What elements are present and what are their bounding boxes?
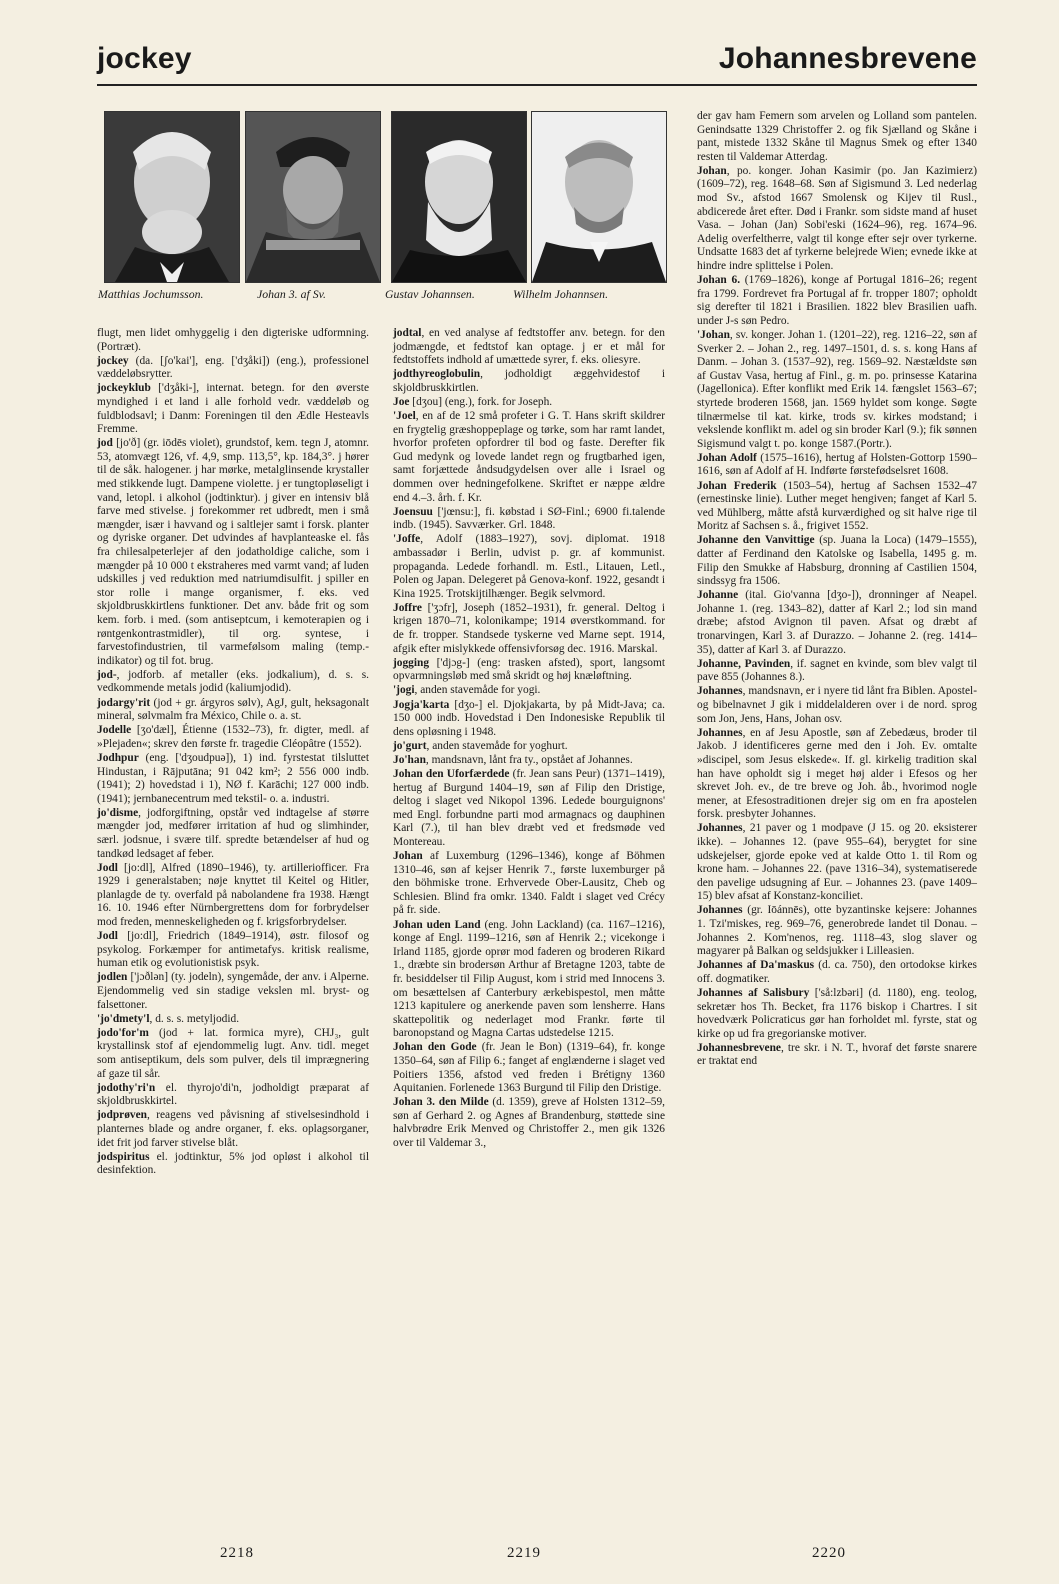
dictionary-entry [393,396,665,410]
entry-headword: jodargy'rit [97,696,151,709]
entry-headword: Johanne, Pavinden [697,657,791,670]
column-3 [697,110,977,1070]
dictionary-entry [97,697,369,724]
caption-matthias-jochumsson: Matthias Jochumsson. [98,287,204,301]
caption-wilhelm-johannsen: Wilhelm Johannsen. [513,287,609,301]
dictionary-entry [393,850,665,918]
dictionary-entry [393,768,665,850]
caption-johan-3: Johan 3. af Sv. [257,287,326,301]
dictionary-entry [697,589,977,657]
dictionary-entry [97,355,369,382]
dictionary-entry [393,684,665,698]
entry-text: , mandsnavn, er i nyere tid lånt fra Biblen. Apostel- og bibelnavnet J gik i middelalderen over i de nord. sprog som Jon, Jens, Hans, Johan osv. [697,685,977,725]
entry-headword: jodothy'ri'n [97,1081,156,1094]
dictionary-entry [97,1151,369,1178]
entry-headword: Johanne [697,589,739,602]
entry-text: , sv. konger. Johan 1. (1201–22), reg. 1216–22, søn af Sverker 2. – Johan 2., reg. 1497–1501, d. s. s. kong Hans af Danm. – Johan 3. (1537–92), reg. 1569–92. Næstældste søn af Gustav Vasa, hertug af Finl., g. m. po. prinsesse Katarina (Jagellonica). Efter konflikt med Erik 14. fængslet 1563–67; styrtede broderen 1568, jan. 1569 hyldet som konge. Søgte tilnærmelse til kat. kirke, trods sv. kirkes modstand; i vekslende konflikt m. adel og sin broder Karl (9.); fik sønnen Sigismund valgt t. po. konge 1587.(Portr.). [697,329,977,450]
entry-text: (da. [ʃo'kai'], eng. ['dʒåki]) (eng.), professionel væddeløbsrytter. [97,354,369,381]
entry-headword: jod [97,437,113,450]
entry-text: (1575–1616), hertug af Holsten-Gottorp 1590–1616, søn af Adolf af H. Indførte førstefødselsret 1608. [697,451,977,478]
entry-headword: Johannes [697,822,743,835]
entry-headword: jodlen [97,971,128,984]
header-rule [97,84,977,86]
entry-text: ['så:lzbəri] (d. 1180), eng. teolog, sekretær hos Th. Becket, fra 1176 biskop i Chartres. I sit hovedværk Policraticus gør han forholdet ml. fyrste, stat og kirke op ud fra gregorianske motiver. [697,987,977,1040]
entry-text: el. thyrojo'di'n, jodholdigt præparat af skjoldbruskkirtel. [97,1081,369,1108]
dictionary-entry [97,1082,369,1109]
dictionary-entry [697,110,977,164]
entry-text: , tre skr. i N. T., hvoraf det første snarere er traktat end [697,1041,977,1068]
entry-headword: jogging [393,656,430,669]
entry-text: (1503–54), hertug af Sachsen 1532–47 (ernestinske linie). Luther meget hengiven; fanget af Karl 5. ved Mühlberg, måtte afstå kurværdighed og sit halve rige til Moritz af Sachsen s. å., frigivet 1552. [697,479,977,533]
entry-text: [dʒou] (eng.), fork. for Joseph. [409,395,553,408]
dictionary-entry [697,165,977,274]
page-number-2: 2219 [507,1545,541,1561]
entry-headword: jo'gurt [393,739,427,752]
dictionary-entry [697,534,977,588]
portrait-wilhelm-johannsen [531,111,667,283]
entry-text: ['ʒɔfr], Joseph (1852–1931), fr. general. Deltog i krigen 1870–71, kolonikampe; 1914 øverstkommand. for de fr. tropper. Standsede tyskerne ved Marne sept. 1914, afgik efter mislykkede offensivforsøg dec. 1916. Marskal. [393,601,665,655]
dictionary-entry [393,1096,665,1150]
entry-text: , d. s. s. metyljodid. [149,1012,240,1025]
dictionary-entry [393,327,665,368]
page-number-1: 2218 [220,1545,254,1561]
dictionary-entry [97,930,369,971]
dictionary-entry [393,368,665,395]
dictionary-entry [97,862,369,930]
dictionary-entry [393,1041,665,1095]
entry-headword: Johan Frederik [697,479,777,492]
entry-headword: Johan 3. den Milde [393,1096,489,1109]
entry-headword: jockey [97,354,129,367]
entry-text: , anden stavemåde for yogi. [414,684,541,697]
entry-headword: Johannes af Salisbury [697,987,810,999]
entry-headword: Jodl [97,930,118,943]
entry-headword: Jo'han [393,753,426,766]
entry-text: , Adolf (1883–1927), sovj. diplomat. 1918 ambassadør i Berlin, udvist p. gr. af kommunist. propaganda. Ledede forhandl. m. Estl., Litauen, Letl., Polen og Japan. Delegeret på Genova-konf. 1922, gesandt i Kina 1925. Trotskijtilhænger. Begik selvmord. [393,533,665,600]
entry-text: der gav ham Femern som arvelen og Lolland som pantelen. Genindsatte 1329 Christoffer 2. og fik Sjælland og Skåne i pant, mistede 1332 Skåne til Magnus Smek og efter 1340 resten til Valdemar Atterdag. [697,110,977,163]
dictionary-entry [697,1042,977,1069]
entry-headword: jod- [97,668,117,681]
entry-text: (jod + gr. árgyros sølv), AgJ, gult, heksagonalt mineral, sølvmalm fra México, Chile o. a. st. [97,696,369,723]
dictionary-entry [697,987,977,1041]
entry-text: (ital. Gio'vanna [dʒo-]), dronninger af Neapel. Johanne 1. (reg. 1343–82), datter af Karl 2.; lod sin mand dræbe; afstod Avignon til paven. Afsat og dræbt af tronarvingen, Karl 3. af Durazzo. – Johanne 2. (reg. 1414–35), datter af Karl 3. af Durazzo. [697,589,977,656]
entry-headword: Johanne den Vanvittige [697,534,815,547]
entry-text: , en af de 12 små profeter i G. T. Hans skrift skildrer en frygtelig græshoppeplage og tørke, som har ramt landet, hvorfor profeten opfordrer til bod og faste. Derefter fik Gud medynk og lovede landet regn og frugtbarhed igen, samt forjættede åndsudgydelsen over alle i Israel og dommen over hedningefolkene. Skriftet er næppe ældre end 4.–3. årh. f. Kr. [393,410,665,504]
entry-headword: jodprøven [97,1109,147,1122]
entry-headword: jockeyklub [97,382,151,395]
entry-headword: jodo'for'm [97,1026,149,1039]
dictionary-entry [97,437,369,668]
entry-text: , jodholdigt æggehvidestof i skjoldbruskkirtlen. [393,368,665,394]
dictionary-entry [697,685,977,726]
page-number-3: 2220 [812,1545,846,1561]
entry-text: (eng. ['dʒoudpuə]), 1) ind. fyrstestat tilsluttet Hindustan, i Rājputāna; 91 042 km²; 2 556 000 indb. (1941); 2) hovedstad i 1), NØ f. Karāchi; 127 000 indb. (1941); jernbanecentrum med tekstil- o. a. industri. [97,751,369,805]
entry-text: , en af Jesu Apostle, søn af Zebedæus, broder til Jakob. J identificeres gerne med den i Joh. Ev. omtalte »discipel, som Jesus elskede«. If. gl. kirkelig tradition skal han have opholdt sig i meget høj alder i Efesos og her skrevet Joh. ev., de tre breve og Joh. åb., hvorimod nogle mener, at Efesostraditionen drejer sig om en fra apostelen forsk. presbyter Johannes. [697,726,977,821]
entry-text: (d. ca. 750), den ortodokse kirkes off. dogmatiker. [697,959,977,985]
running-head-right: Johannesbrevene [718,42,977,75]
entry-headword: Johan [697,164,727,177]
entry-text: [jo:dl], Friedrich (1849–1914), østr. filosof og psykolog. Forkæmper for antimetafys. kritisk realisme, human etik og evolutionistisk psyk. [97,930,369,970]
entry-text: (d. 1359), greve af Holsten 1312–59, søn af Gerhard 2. og Agnes af Brandenburg, støttede sine halvbrødre Erik Menved og Christoffer 2., men gik 1326 over til Valdemar 3., [393,1096,666,1150]
portrait-gustav-johannsen [391,111,527,283]
entry-text: [jo'ð] (gr. iōdēs violet), grundstof, kem. tegn J, atomnr. 53, atomvægt 126, vf. 4,9, smp. 113,5°, kp. 184,3°. j hører til de såk. halogener. j har mørke, metalglinsende krystaller med stikkende lugt. Dampene violette. j er tungtopløseligt i vand, letopl. i alkohol (jodtinktur). j giver en intensiv blå farve med stivelse. j forekommer ret udbredt, men i små mængder, især i havvand og i saltlejer samt i forsk. planter og dyriske organer. Det udvindes af havplanteaske el. fås fra chilesalpeterlejer af den jodatholdige caliche, som i mængder på 10 000 t ekstraheres med varmt vand; af luden udskilles j ved reduktion med natriumdisulfit. j spiller en stor rolle i mange organismer, f. eks. ved skjoldbruskkirtlens funktioner. Det anv. både frit og som kem. forb. i med. (som antiseptcum, i kemoterapien og i røntgenkontrastmidler), til org. syntese, i farvestofindustrien, til varmefølsom maling (temp.-indikator) og til fot. brug. [97,437,369,667]
entry-text: , po. konger. Johan Kasimir (po. Jan Kazimierz) (1609–72), reg. 1648–68. Søn af Sigismund 3. Led nederlag mod Sv., afstod 1667 Smolensk og Kijev til Rusl., abdicerede året efter. Død i Frankr. som sidste mand af huset Vasa. – Johan (Jan) Sobi'eski (1624–96), reg. 1674–96. Adelig overfeltherre, valgt til konge efter sejr over tyrkerne. Undsatte 1683 det af tyrkerne belejrede Wien; evnede ikke at hindre indre splittelse i Polen. [697,164,977,273]
dictionary-entry [393,919,665,1041]
dictionary-entry [97,724,369,751]
entry-headword: Johan uden Land [393,918,481,931]
entry-text: (eng. John Lackland) (ca. 1167–1216), konge af Engl. 1199–1216, søn af Henrik 2.; vicekonge i Irland 1185, gjorde oprør mod faderen og broderen Rikard 1., dræbte sin brodersøn Arthur af Bretagne 1203, tabte de fr. besiddelser til Filip August, kom i strid med Innocens 3. om besættelsen af Canterbury ærkebispestol, men måtte 1213 kapitulere og anerkende paven som lensherre. Hans skattepolitik og nederlaget mod Frankr. førte til baronopstand og Magna Cartas udstedelse 1215. [393,918,665,1040]
dictionary-entry [97,382,369,436]
dictionary-entry [393,699,665,740]
entry-text: af Luxemburg (1296–1346), konge af Böhmen 1310–46, søn af kejser Henrik 7., første luxemburger på den böhmiske trone. Erhvervede Ober-Lausitz, Cheb og Schlesien. Blind fra omkr. 1340. Faldt i slaget ved Crécy på fr. side. [393,850,665,917]
entry-headword: Johannes [697,726,743,739]
dictionary-entry [97,1109,369,1150]
entry-text: ['jɔðlən] (ty. jodeln), syngemåde, der anv. i Alperne. Ejendommelig ved sin stadige vekslen ml. bryst- og falsettoner. [97,971,369,1011]
entry-text: , jodforb. af metaller (eks. jodkalium), d. s. s. vedkommende metals jodid (kaliumjodid). [97,668,369,695]
entry-text: flugt, men lidet omhyggelig i den digteriske udformning. (Portræt). [97,327,369,353]
dictionary-entry [97,327,369,354]
entry-headword: jo'disme [97,806,139,819]
dictionary-entry [697,480,977,534]
entry-text: [ʒo'dæl], Étienne (1532–73), fr. digter, medl. af »Plejaden«; skrev den første fr. tragedie Cléopâtre (1552). [97,724,369,750]
entry-headword: Jodhpur [97,751,139,764]
entry-headword: 'jogi [393,684,415,697]
entry-text: , en ved analyse af fedtstoffer anv. betegn. for den jodmængde, et fedtstof kan optage. j er et mål for fedtstoffets indhold af umættede syrer, f. eks. oliesyre. [393,327,665,367]
entry-text: ['dʒåki-], internat. betegn. for den øverste myndighed i et land i alle forhold vedr. væddeløb og fuldblodsavl; i Danm: Foreningen til den Ædle Hesteavls Fremme. [97,382,369,436]
entry-headword: jodtal [393,327,422,339]
dictionary-entry [393,533,665,601]
dictionary-entry [393,740,665,754]
entry-text: , if. sagnet en kvinde, som blev valgt til pave 855 (Johannes 8.). [697,657,977,684]
portrait-johan-3 [245,111,381,283]
entry-text: (fr. Jean sans Peur) (1371–1419), hertug af Burgund 1404–19, søn af Filip den Dristige, deltog i slaget ved Nikopol 1396. Ledede bourguignons' med Engl. forbundne parti mod armagnacs og dauphinen Karl (7.), til han blev dræbt ved et fredsmøde ved Montereau. [393,768,665,848]
entry-headword: 'Johan [697,329,730,341]
entry-text: (1769–1826), konge af Portugal 1816–26; regent fra 1799. Fordrevet fra Portugal af fr. tropper 1807; opholdt sig derefter til 1821 i Brasilien. 1822 blev Brasilien uafh. under J-s søn Pedro. [697,274,977,327]
entry-headword: Jodelle [97,724,132,737]
entry-headword: Johan 6. [697,274,741,287]
column-2 [393,327,665,1151]
entry-headword: Joffre [393,601,422,614]
entry-text: , 21 paver og 1 modpave (J 15. og 20. eksisterer ikke). – Johannes 12. (pave 955–64), berygtet for sine udskejelser, gjorde epoke ved at kalde Otto 1. til Rom og krone ham. – Johannes 22. (pave 1316–34), systematiserede den pavelige udsugning af Eur. – Johannes 23. (pave 1409–15) blev afsat af Konstanz-konciliet. [697,822,977,903]
entry-headword: Johannes af Da'maskus [697,959,815,972]
dictionary-entry [97,669,369,696]
caption-gustav-johannsen: Gustav Johannsen. [385,287,475,301]
entry-text: (jod + lat. formica myre), CHJ₃, gult krystallinsk stof af ejendommelig lugt. Anv. tidl. meget som antiseptikum, dels som pulver, dels til imprægnering af gaze til sår. [97,1026,369,1080]
entry-headword: Johan den Uforfærdede [393,768,510,780]
dictionary-entry [97,971,369,1012]
entry-headword: Joe [393,395,410,408]
entry-text: [dʒo-] el. Djokjakarta, by på Midt-Java; ca. 150 000 indb. Hovedstad i Den Indonesiske Republik til dens opløsning i 1948. [393,698,665,738]
entry-text: (sp. Juana la Loca) (1479–1555), datter af Ferdinand den Katolske og Isabella, 1495 g. m. Filip den Smukke af Habsburg, dronning af Castilien 1504, sindssyg fra 1506. [697,534,977,588]
entry-headword: Johan [393,850,423,863]
entry-text: , jodforgiftning, opstår ved indtagelse af større mængder jod, medfører irritation af hud og slimhinder, særl. jodsnue, i svære tilf. spredte betændelser af hud og tandkød ledsaget af feber. [97,806,369,860]
running-head-left: jockey [97,42,192,75]
entry-text: , mandsnavn, lånt fra ty., opstået af Johannes. [425,753,633,766]
entry-headword: 'jo'dmety'l [97,1012,150,1025]
entry-text: ['djɔg-] (eng: trasken afsted), sport, langsomt opvarmningsløb med små skridt og høj knæløftning. [393,656,665,683]
entry-headword: Jogja'karta [393,698,450,711]
dictionary-entry [697,727,977,822]
entry-headword: Johannes [697,685,743,698]
entry-text: (fr. Jean le Bon) (1319–64), fr. konge 1350–64, søn af Filip 6.; fanget af englænderne i slaget ved Poitiers 1356, afstod ved freden i Brétigny 1360 Aquitanien. Forlenede 1363 Burgund til Filip den Dristige. [393,1041,666,1095]
portrait-matthias-jochumsson [104,111,240,283]
column-1 [97,327,369,1178]
dictionary-entry [697,274,977,328]
entry-text: [jo:dl], Alfred (1890–1946), ty. artilleriofficer. Fra 1929 i generalstaben; nøje knyttet til Keitel og Hitler, planlagde de ty. overfald på nabolandene fra 1938. Hængt 16. 10. 1946 efter Nürnbergrettens dom for forbrydelser mod freden, menneskeligheden og f. krigsforbrydelser. [97,861,369,929]
dictionary-entry [393,754,665,768]
dictionary-entry [697,959,977,986]
dictionary-entry [697,452,977,479]
entry-headword: jodthyreoglobulin [393,368,481,381]
dictionary-entry [697,822,977,904]
dictionary-entry [393,657,665,684]
entry-headword: Johan Adolf [697,451,757,464]
entry-text: , anden stavemåde for yoghurt. [426,739,568,752]
entry-headword: jodspiritus [97,1150,150,1163]
entry-headword: Johannes [697,904,743,917]
entry-text: (gr. Iōánnēs), otte byzantinske kejsere: Johannes 1. Tzi'miskes, reg. 969–76, generobrede landet til Donau. – Johannes 2. Kom'nenos, reg. 1118–43, slog slaver og magyarer på Balkan og seldsjukker i Lilleasien. [697,904,977,958]
entry-headword: 'Joffe [393,533,421,546]
entry-headword: Jodl [97,861,118,874]
entry-text: , reagens ved påvisning af stivelsesindhold i planternes blade og andre organer, f. eks. oplagsorganer, idet frit jod farver stivelse blåt. [97,1109,369,1149]
entry-text: el. jodtinktur, 5% jod opløst i alkohol til desinfektion. [97,1150,369,1177]
dictionary-entry [697,904,977,958]
dictionary-entry [697,658,977,685]
entry-text: ['jœnsu:], fi. købstad i SØ-Finl.; 6900 fi.talende indb. (1945). Savværker. Grl. 1848. [393,505,665,532]
dictionary-entry [393,602,665,656]
dictionary-entry [393,506,665,533]
dictionary-entry [97,1013,369,1027]
dictionary-entry [697,329,977,451]
dictionary-entry [97,807,369,861]
dictionary-entry [393,410,665,505]
dictionary-entry [97,1027,369,1081]
entry-headword: Johan den Gode [393,1041,477,1054]
entry-headword: Joensuu [393,505,433,518]
entry-headword: Johannesbrevene [697,1041,781,1054]
dictionary-entry [97,752,369,806]
entry-headword: 'Joel [393,410,416,423]
